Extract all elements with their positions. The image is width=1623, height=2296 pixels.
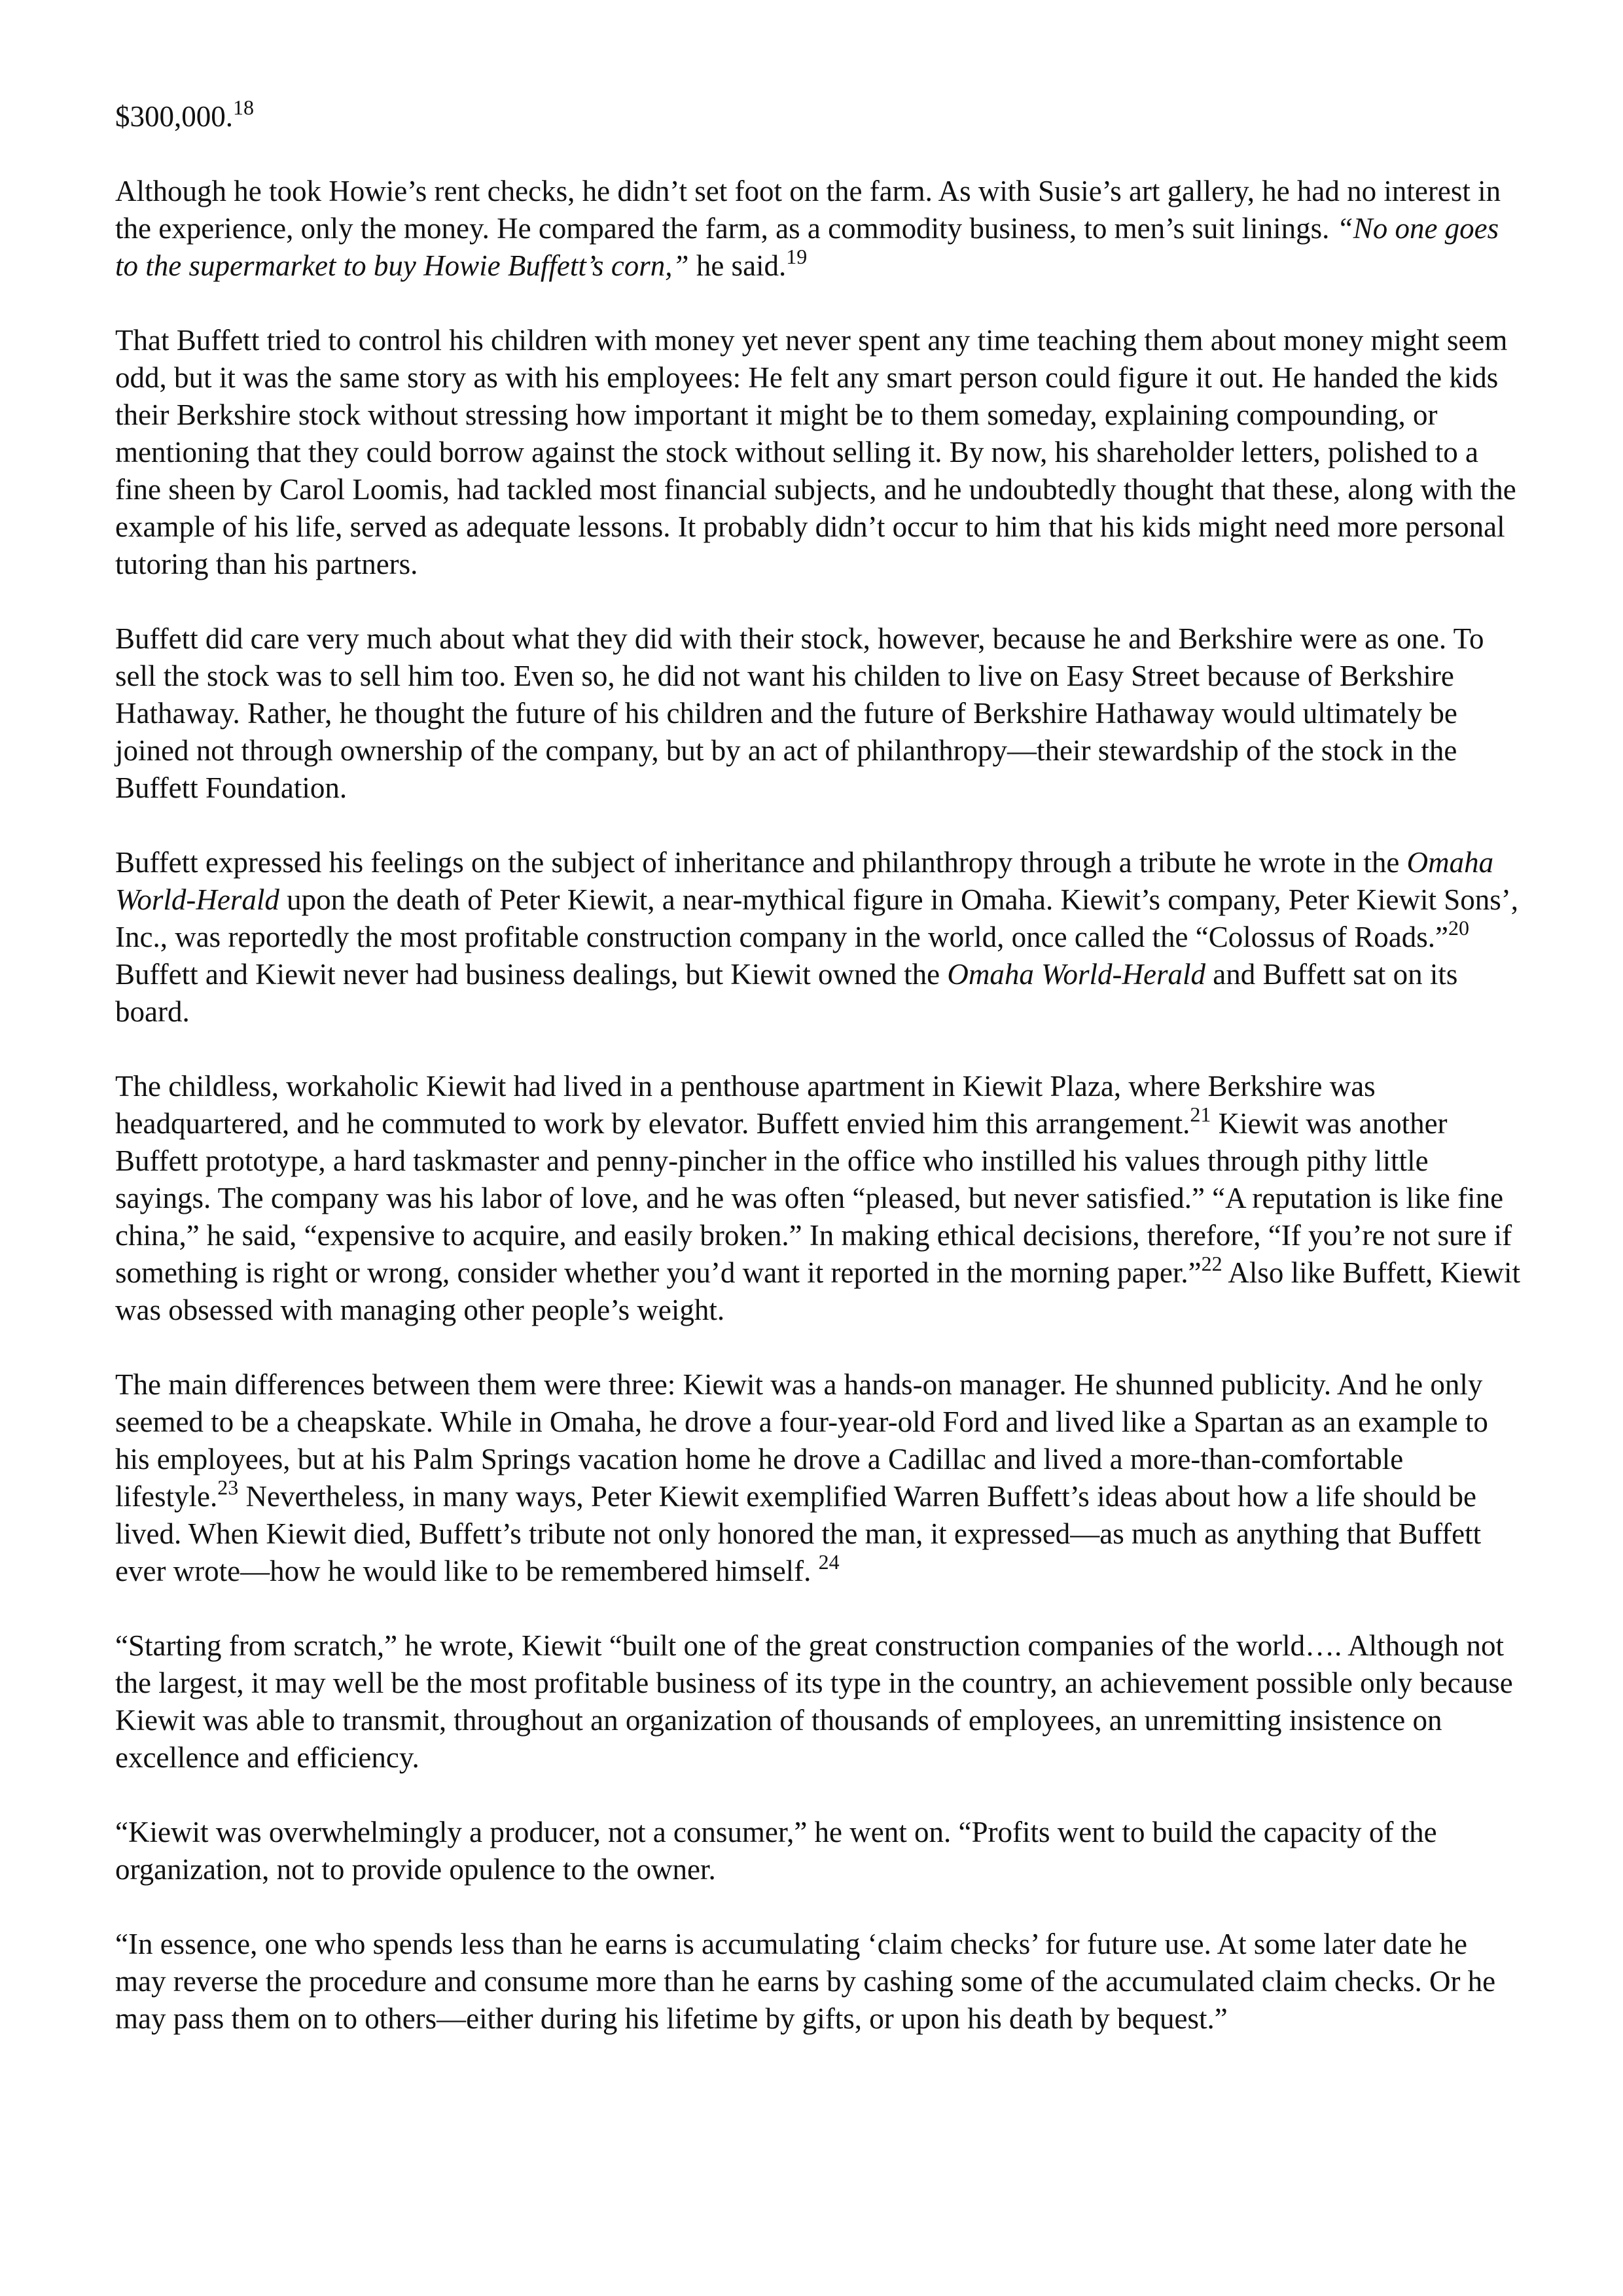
footnote-ref: 18 (233, 96, 254, 119)
paragraph (115, 620, 1522, 807)
paragraph (115, 173, 1522, 285)
paragraph-text: Buffett expressed his feelings on the subject of inheritance and philanthropy through a tribute he wrote in the (115, 846, 1407, 879)
paragraph-text: Buffett and Kiewit never had business dealings, but Kiewit owned the (115, 958, 948, 991)
paragraph-text: he said. (688, 249, 787, 282)
footnote-ref: 22 (1201, 1252, 1222, 1275)
footnote-ref: 21 (1190, 1103, 1211, 1126)
paragraph-text: upon the death of Peter Kiewit, a near-mythical figure in Omaha. Kiewit’s company, Peter Kiewit Sons’, Inc., was reportedly the most profitable construction company in the world, once called the “Colossus of Roads.” (115, 883, 1519, 953)
paragraph (115, 1366, 1522, 1590)
paragraph-text: “Kiewit was overwhelmingly a producer, not a consumer,” he went on. “Profits went to build the capacity of the organization, not to provide opulence to the owner. (115, 1816, 1437, 1886)
footnote-ref: 23 (217, 1475, 239, 1499)
italic-text: “No one goes to the supermarket to buy Howie Buffett’s corn,” (115, 212, 1499, 282)
paragraph (115, 844, 1522, 1031)
italic-text: Omaha World-Herald (947, 958, 1205, 991)
paragraph-text: Buffett did care very much about what they did with their stock, however, because he and Berkshire were as one. To sell the stock was to sell him too. Even so, he did not want his childen to live on Easy Street because of Berkshire Hathaway. Rather, he thought the future of his children and the future of Berkshire Hathaway would ultimately be joined not through ownership of the company, but by an act of philanthropy—their stewardship of the stock in the Buffett Foundation. (115, 622, 1484, 804)
paragraph (115, 1068, 1522, 1329)
paragraph-text: The childless, workaholic Kiewit had lived in a penthouse apartment in Kiewit Plaza, where Berkshire was headquartered, and he commuted to work by elevator. Buffett envied him this arrangement. (115, 1070, 1376, 1140)
paragraph-text: Although he took Howie’s rent checks, he didn’t set foot on the farm. As with Susie’s art gallery, he had no interest in the experience, only the money. He compared the farm, as a commodity business, to men’s suit linings. (115, 175, 1501, 245)
footnote-ref: 20 (1448, 916, 1469, 940)
paragraph-text: and Buffett sat on its board. (115, 958, 1458, 1028)
paragraph-text: That Buffett tried to control his children with money yet never spent any time teaching them about money might seem odd, but it was the same story as with his employees: He felt any smart person could figure it out. He handed the kids their Berkshire stock without stressing how important it might be to them someday, explaining compounding, or mentioning that they could borrow against the stock without selling it. By now, his shareholder letters, polished to a fine sheen by Carol Loomis, had tackled most financial subjects, and he undoubtedly thought that these, along with the example of his life, served as adequate lessons. It probably didn’t occur to him that his kids might need more personal tutoring than his partners. (115, 324, 1516, 580)
footnote-ref: 19 (786, 245, 808, 268)
body-text (115, 98, 1522, 2038)
italic-text: Omaha World-Herald (115, 846, 1494, 916)
footnote-ref: 24 (818, 1550, 840, 1574)
paragraph (115, 1814, 1522, 1888)
paragraph-text: The main differences between them were three: Kiewit was a hands-on manager. He shunned publicity. And he only seemed to be a cheapskate. While in Omaha, he drove a four-year-old Ford and lived like a Spartan as an example to his employees, but at his Palm Springs vacation home he drove a Cadillac and lived a more-than-comfortable lifestyle. (115, 1368, 1488, 1513)
paragraph-text: “Starting from scratch,” he wrote, Kiewit “built one of the great construction companies of the world…. Although not the largest, it may well be the most profitable business of its type in the country, an achievement possible only because Kiewit was able to transmit, throughout an organization of thousands of employees, an unremitting insistence on excellence and efficiency. (115, 1629, 1513, 1774)
paragraph (115, 322, 1522, 583)
paragraph-text: Also like Buffett, Kiewit was obsessed with managing other people’s weight. (115, 1256, 1521, 1326)
paragraph-list (115, 173, 1522, 2038)
paragraph (115, 1627, 1522, 1776)
paragraph-text: Nevertheless, in many ways, Peter Kiewit exemplified Warren Buffett’s ideas about how a life should be lived. When Kiewit died, Buffett’s tribute not only honored the man, it expressed—as much as anything that Buffett ever wrote—how he would like to be remembered himself. (115, 1480, 1482, 1587)
opening-amount: $300,000. (115, 100, 233, 133)
paragraph-text: Kiewit was another Buffett prototype, a hard taskmaster and penny-pincher in the office who instilled his values through pithy little sayings. The company was his labor of love, and he was often “pleased, but never satisfied.” “A reputation is like fine china,” he said, “expensive to acquire, and easily broken.” In making ethical decisions, therefore, “If you’re not sure if something is right or wrong, consider whether you’d want it reported in the morning paper.” (115, 1107, 1512, 1289)
opening-line (115, 98, 1522, 135)
paragraph (115, 1926, 1522, 2038)
paragraph-text: “In essence, one who spends less than he earns is accumulating ‘claim checks’ for future use. At some later date he may reverse the procedure and consume more than he earns by cashing some of the accumulated claim checks. Or he may pass them on to others—either during his lifetime by gifts, or upon his death by bequest.” (115, 1928, 1496, 2035)
